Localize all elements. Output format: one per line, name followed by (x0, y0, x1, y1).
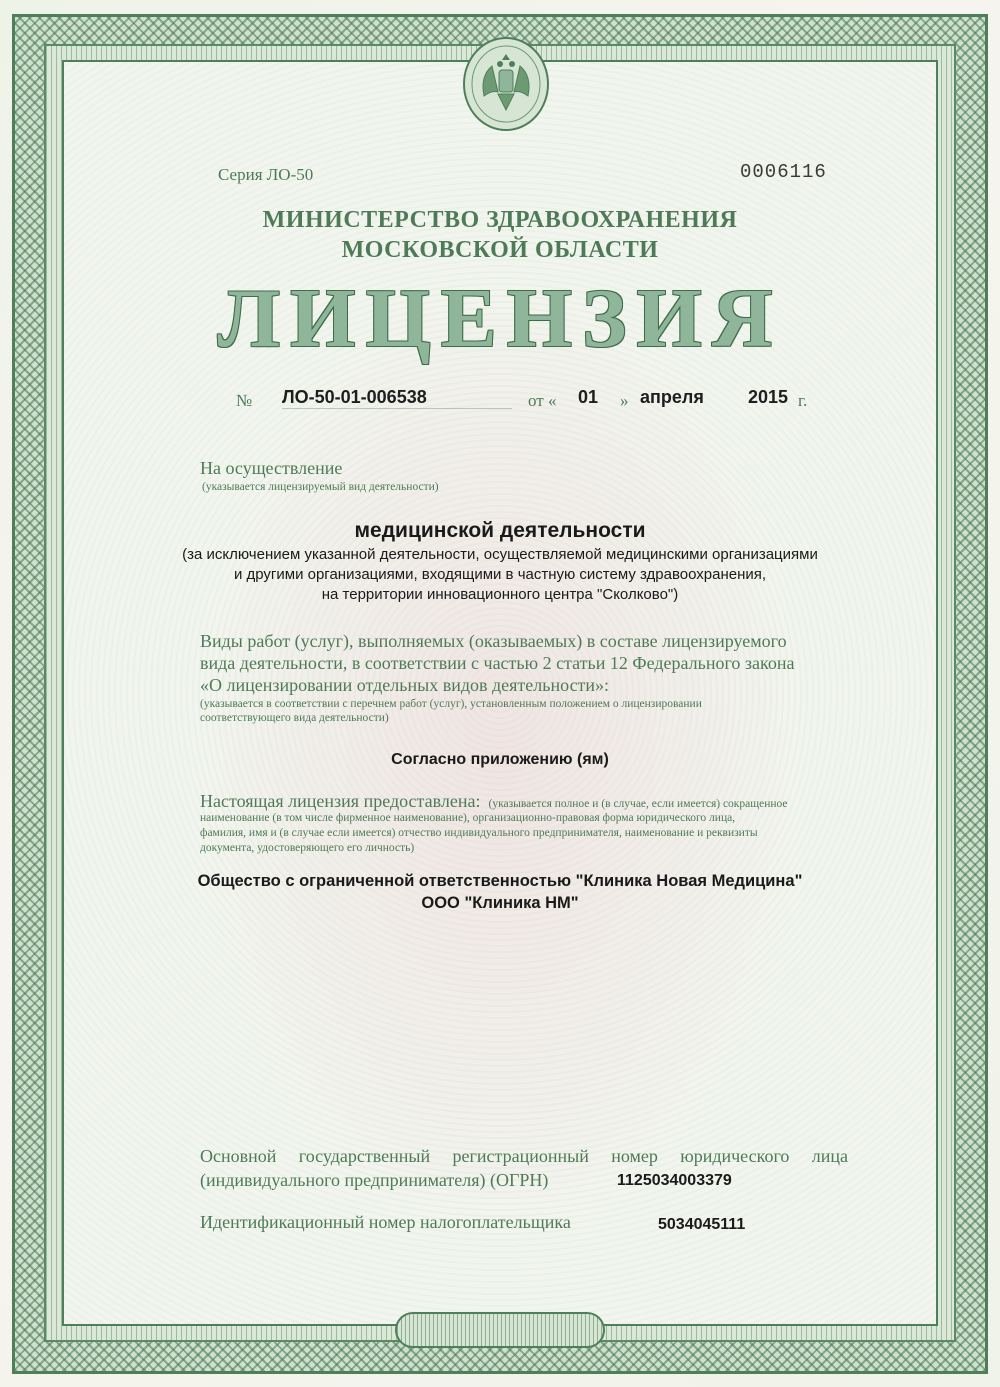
works-label (200, 630, 794, 696)
ministry-line-1: МИНИСТЕРСТВО ЗДРАВООХРАНЕНИЯ (262, 207, 738, 233)
holder-hint-line: фамилия, имя и (в случае если имеется) отчество индивидуального предпринимателя, наименование и реквизиты (200, 827, 758, 839)
works-line: «О лицензировании отдельных видов деятельности»: (200, 675, 610, 695)
holder-full-name: Общество с ограниченной ответственностью "Клиника Новая Медицина" (197, 872, 803, 890)
works-line: вида деятельности, в соответствии с частью 2 статьи 12 Федерального закона (200, 653, 795, 673)
year-suffix: г. (798, 391, 808, 410)
works-hint-line: (указывается в соответствии с перечнем работ (услуг), установленным положением о лицензировании (200, 698, 702, 710)
license-number: ЛО-50-01-006538 (282, 387, 512, 409)
holder-short-name: ООО "Клиника НМ" (421, 894, 579, 912)
license-day: 01 (578, 387, 599, 407)
holder-hint-first: (указывается полное и (в случае, если имеется) сокращенное (488, 798, 788, 810)
activity-detail-line: (за исключением указанной деятельности, осуществляемой медицинскими организациями (182, 546, 818, 563)
holder-hint-line: наименование (в том числе фирменное наименование), организационно-правовая форма юридического лица, (200, 812, 736, 824)
date-from-label: от « (528, 391, 557, 410)
activity-label: На осуществление (200, 458, 343, 478)
activity-detail-line: и другими организациями, входящими в частную систему здравоохранения, (233, 566, 767, 583)
activity-hint: (указывается лицензируемый вид деятельности) (202, 481, 439, 493)
ogrn-value: 1125034003379 (617, 1172, 732, 1189)
ministry-line-2: МОСКОВСКОЙ ОБЛАСТИ (341, 237, 659, 263)
holder-label-row (200, 791, 860, 812)
date-day-close: » (620, 391, 629, 410)
works-hint (200, 697, 850, 725)
bottom-ornament (395, 1312, 605, 1348)
document-title: ЛИЦЕНЗИЯ (217, 272, 783, 365)
inn-label: Идентификационный номер налогоплательщика (200, 1212, 571, 1232)
ministry-name (0, 205, 1000, 265)
ogrn-label-line-1: Основной государственный регистрационный номер юридического лица (200, 1146, 848, 1166)
number-sign: № (236, 391, 253, 410)
coat-of-arms-emblem (462, 36, 550, 132)
works-hint-line: соответствующего вида деятельности) (200, 712, 389, 724)
holder-hint-line: документа, удостоверяющего его личность) (200, 842, 415, 854)
inn-value: 5034045111 (658, 1216, 746, 1233)
license-number-line (0, 386, 1000, 416)
license-year: 2015 (748, 387, 789, 407)
holder-hint (200, 811, 850, 856)
activity-name: медицинской деятельности (354, 519, 646, 542)
activity-detail-line: на территории инновационного центра "Сколково") (321, 586, 679, 603)
serial-number: 0006116 (740, 161, 827, 183)
activity-details (0, 545, 1000, 605)
works-value: Согласно приложению (ям) (391, 751, 609, 768)
holder-label: Настоящая лицензия предоставлена: (200, 791, 481, 811)
license-month: апреля (640, 387, 704, 407)
works-line: Виды работ (услуг), выполняемых (оказываемых) в составе лицензируемого (200, 631, 787, 651)
series-label: Серия ЛО-50 (218, 165, 314, 184)
ogrn-label-line-2: (индивидуального предпринимателя) (ОГРН) (200, 1170, 549, 1190)
holder-names (0, 870, 1000, 914)
